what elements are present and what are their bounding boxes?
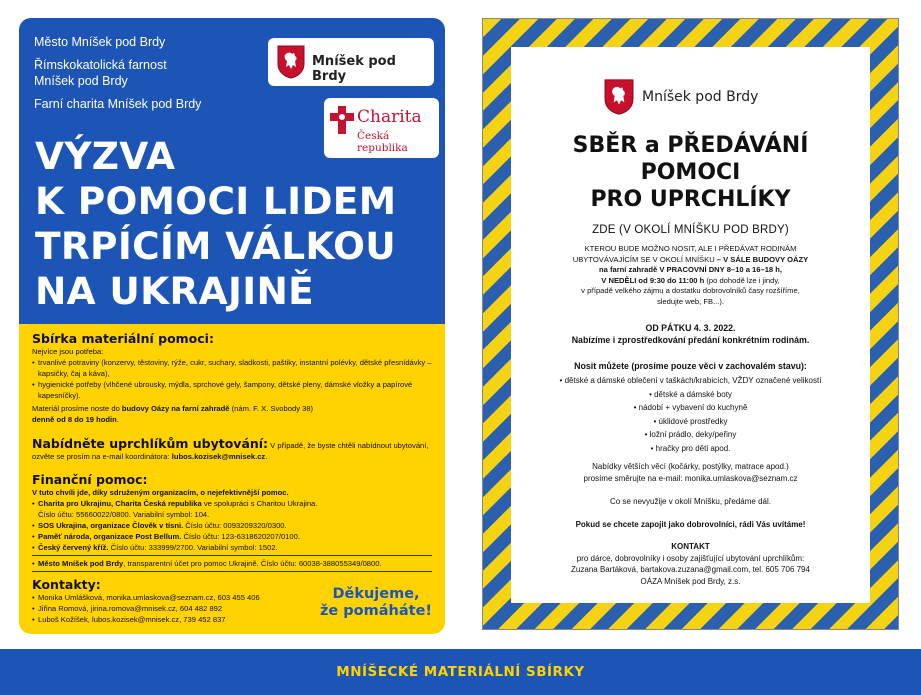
material-collection-heading: Sbírka materiální pomoci:	[32, 331, 214, 346]
accommodation-heading: Nabídněte uprchlíkům ubytování:	[32, 436, 269, 451]
title-line-4: NA UKRAJINĚ	[35, 269, 315, 313]
start-date-info: OD PÁTKU 4. 3. 2022. Nabízíme i zprostředkování předání konkrétním rodinám.	[571, 323, 810, 345]
list-item: • SOS Ukrajina, organizace Člověk v tísni. Číslo účtu: 0093209320/0300.	[32, 520, 436, 531]
org-line-2: Římskokatolická farnost	[34, 58, 167, 72]
list-item: • Charita pro Ukrajinu, Charita Česká republika ve spolupráci s Charitou Ukrajina. Číslo účtu: 55660022/0800. Variabilní symbol: 104.	[32, 498, 436, 520]
list-item: • hygienické potřeby (vlhčené ubrousky, mýdla, sprchové gely, šampony, dětské pleny, dámské vložky a papírové kapesníčky).	[32, 379, 436, 401]
mnisek-logo	[268, 38, 434, 86]
contacts-heading: Kontakty:	[32, 577, 101, 592]
right-title-line-2: POMOCI	[640, 160, 741, 185]
bring-list	[511, 374, 870, 455]
title-line-1: VÝZVA	[35, 134, 176, 178]
list-item: • trvanlivé potraviny (konzervy, těstoviny, rýže, cukr, suchary, sladkosti, paštiky, instantní polévky, dětské přesnídávky – kapsičky, čaj a káva),	[32, 357, 436, 379]
accommodation-text: V případě, že byste chtěli nabídnout ubytování, ozvěte se prosím na e-mail koordinátora:	[32, 441, 429, 461]
org-line-1: Město Mníšek pod Brdy	[34, 35, 166, 49]
material-collection-list	[32, 357, 436, 401]
divider	[32, 571, 432, 572]
right-title-line-3: PRO UPRCHLÍKY	[590, 187, 791, 212]
mnisek-logo-right	[604, 78, 784, 118]
bottom-band	[0, 649, 921, 695]
title-line-2: K POMOCI LIDEM	[35, 179, 397, 223]
contact-block: KONTAKT pro dárce, dobrovolníky i osoby zajišťující ubytování uprchlíkům: Zuzana Bartáková, bartakova.zuzana@gmail.com, tel. 605 706 794 OÁZA Mníšek pod Brdy, z.s.	[571, 542, 810, 586]
coordinator-email: lubos.kozisek@mnisek.cz	[171, 452, 266, 461]
org-line-4: Farní charita Mníšek pod Brdy	[34, 97, 202, 111]
list-item: • Luboš Kožíšek, lubos.kozisek@mnisek.cz, 739 452 837	[32, 614, 312, 625]
accommodation-section: Nabídněte uprchlíkům ubytování: V případě, že byste chtěli nabídnout ubytování, ozvěte se prosím na e-mail koordinátora: lubos.kozisek@mnisek.cz.	[32, 436, 429, 461]
list-item: • Monika Umlášková, monika.umlaskova@seznam.cz, 603 455 406	[32, 592, 312, 603]
list-item: • nádobí + vybavení do kuchyně	[633, 403, 748, 412]
mnisek-logo-text: Mníšek pod Brdy	[312, 54, 396, 84]
list-item: • dětské a dámské boty	[649, 389, 732, 399]
right-poster	[482, 18, 899, 630]
poster-title	[35, 134, 435, 314]
list-item: • Paměť národa, organizace Post Bellum. Číslo účtu: 123-6318620207/0100.	[32, 531, 436, 542]
charita-logo-text: Charita	[357, 107, 422, 127]
contacts-list	[32, 592, 312, 625]
org-line-3: Mníšek pod Brdy	[34, 74, 128, 88]
material-collection-intro: Nejvíce jsou potřeba:	[32, 347, 104, 356]
thanks-message: Děkujeme, že pomáháte!	[319, 586, 433, 619]
list-item: • úklidové prostředky	[653, 416, 728, 426]
list-item: • Český červený kříž. Číslo účtu: 333999/2700. Variabilní symbol: 1502.	[32, 542, 436, 553]
financial-help-section	[32, 473, 436, 553]
divider	[32, 555, 432, 556]
material-collection-note: Materiál prosíme noste do budovy Oázy na farní zahradě (nám. F. X. Svobody 38) denně od 8 do 19 hodin.	[32, 404, 314, 424]
contacts-section	[32, 578, 312, 625]
mnisek-logo-text: Mníšek pod Brdy	[642, 89, 759, 105]
location-info: KTEROU BUDE MOŽNO NOSIT, ALE I PŘEDÁVAT RODINÁM UBYTOVÁVAJÍCÍM SE V OKOLÍ MNÍŠKU – V SÁLE BUDOVY OÁZY na farní zahradě V PRACOVNÍ DNY 8–10 a 16–18 h, V NEDĚLI od 9:30 do 11:00 h (po dohodě lze i jindy, v případě velkého zájmu a dostatku dobrovolníků časy rozšíříme, sledujte web, FB...).	[572, 244, 809, 306]
list-item: • dětské a dámské oblečení v taškách/krabicích, VŽDY označené velikostí	[559, 376, 822, 385]
list-item: • ložní prádlo, deky/peřiny	[644, 430, 737, 439]
list-item: • Město Mníšek pod Brdy, transparentní účet pro pomoc Ukrajině. Číslo účtu: 60038-388055349/0800.	[32, 558, 436, 569]
financial-help-heading: Finanční pomoc:	[32, 472, 148, 487]
charita-cross-icon	[330, 106, 354, 134]
coat-of-arms-icon	[604, 78, 634, 116]
list-item: • hračky pro děti apod.	[650, 443, 731, 453]
title-line-3: TRPÍCÍM VÁLKOU	[35, 224, 397, 268]
charita-logo-subtext: Česká republika	[357, 130, 408, 154]
financial-help-intro: V tuto chvíli jde, díky sdruženým organizacím, o nejefektivnější pomoc.	[32, 488, 289, 497]
volunteer-info: Pokud se chcete zapojit jako dobrovolníci, rádi Vás uvítáme!	[575, 520, 806, 529]
right-poster-content	[511, 47, 870, 603]
band-title: MNÍŠECKÉ MATERIÁLNÍ SBÍRKY	[336, 664, 585, 680]
bring-heading: Nosit můžete (prosíme pouze věci v zachovalém stavu):	[574, 361, 807, 371]
financial-help-list	[32, 498, 436, 553]
material-collection-section	[32, 332, 436, 425]
list-item: • Jiřina Romová, jirina.romova@mnisek.cz, 604 482 892	[32, 603, 312, 614]
town-account	[32, 558, 436, 569]
right-title-line-1: SBĚR a PŘEDÁVÁNÍ	[572, 133, 809, 158]
right-subtitle: ZDE (V OKOLÍ MNÍŠKU POD BRDY)	[592, 224, 789, 236]
large-items-info: Nabídky větších věcí (kočárky, postýlky, matrace apod.) prosíme směrujte na e-mail: monika.umlaskova@seznam.cz	[583, 462, 798, 483]
left-poster	[19, 18, 445, 634]
coat-of-arms-icon	[277, 45, 305, 79]
forward-info: Co se nevyužije v okolí Mníšku, předáme dál.	[610, 497, 771, 506]
